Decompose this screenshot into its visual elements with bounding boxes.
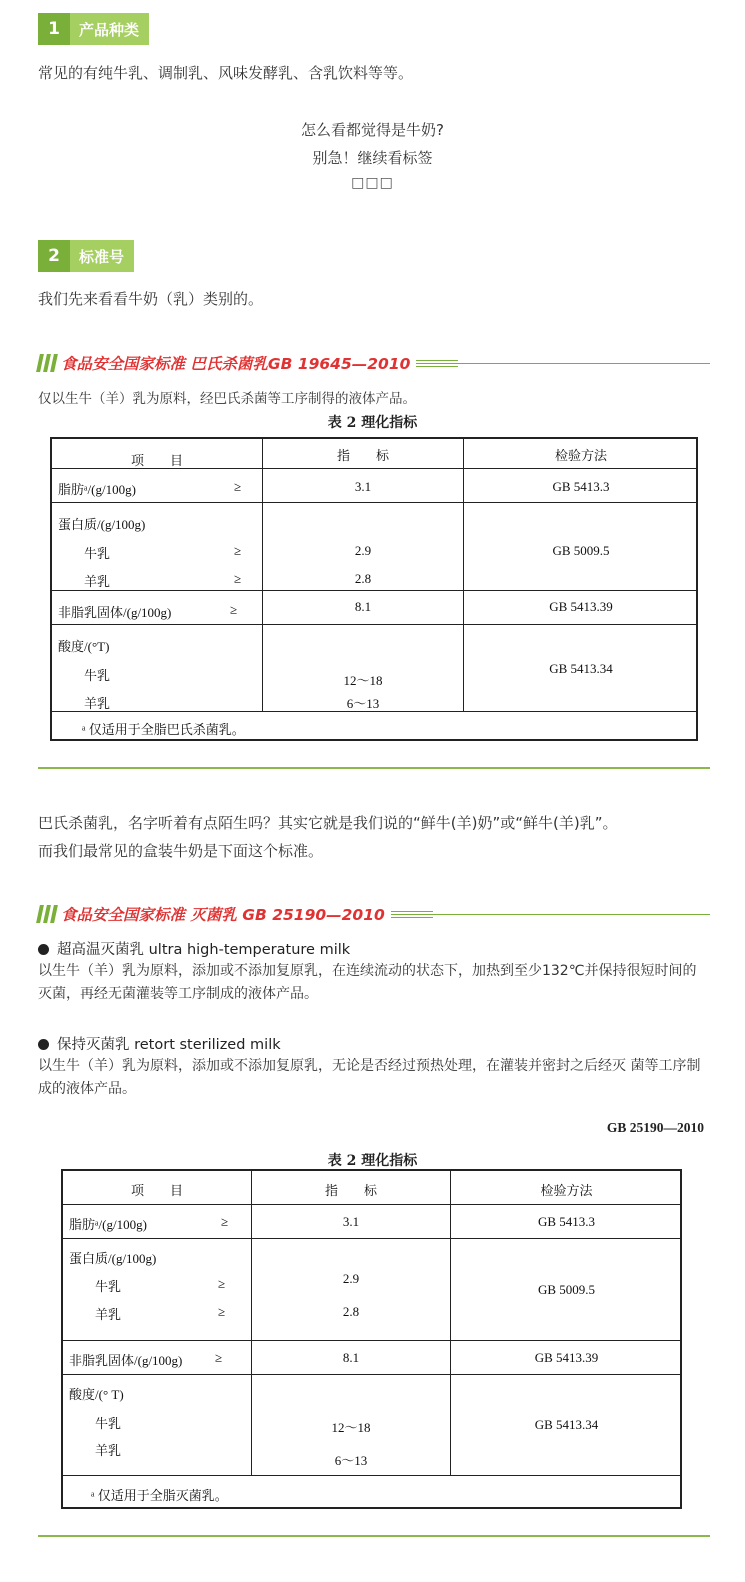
uht-heading bbox=[38, 938, 350, 959]
protein-goat-label: 羊乳 bbox=[95, 1307, 122, 1322]
row-acid-label: 酸度/(°T) bbox=[58, 639, 110, 654]
pasteurized-definition: 仅以生牛（羊）乳为原料，经巴氏杀菌等工序制得的液体产品。 bbox=[38, 391, 416, 407]
table1-caption: 表 2 理化指标 bbox=[327, 415, 418, 431]
fat-value: 3.1 bbox=[342, 1214, 360, 1229]
row-protein-label: 蛋白质/(g/100g) bbox=[69, 1251, 157, 1266]
section-label: 标准号 bbox=[70, 240, 134, 272]
acid-method: GB 5413.34 bbox=[549, 661, 613, 676]
fat-method: GB 5413.3 bbox=[537, 1214, 596, 1229]
standard-title-sterilized bbox=[38, 904, 710, 924]
bullet-icon bbox=[38, 1039, 49, 1050]
retort-description: 以生牛（羊）乳为原料，添加或不添加复原乳，无论是否经过预热处理，在灌装并密封之后经灭 菌等工序制成的液体产品。 bbox=[38, 1058, 701, 1097]
snf-value: 8.1 bbox=[354, 599, 372, 614]
placeholder-glyphs: □□□ bbox=[351, 175, 394, 191]
pasteurized-explain-line2: 而我们最常见的盒装牛奶是下面这个标准。 bbox=[38, 842, 324, 860]
acid-cow-value: 12～18 bbox=[331, 1420, 371, 1435]
acid-goat-value: 6～13 bbox=[346, 696, 380, 711]
acid-goat-value: 6～13 bbox=[334, 1453, 368, 1468]
retort-title: 保持灭菌乳 retort sterilized milk bbox=[57, 1037, 281, 1053]
protein-goat-label: 羊乳 bbox=[84, 574, 111, 589]
title-bars-icon bbox=[38, 354, 56, 372]
acid-cow-label: 牛乳 bbox=[84, 668, 111, 683]
table1-physicochemical bbox=[50, 437, 698, 741]
standard-title-text: 食品安全国家标准 灭菌乳 GB 25190—2010 bbox=[61, 906, 385, 924]
section-label: 产品种类 bbox=[70, 13, 149, 45]
uht-title: 超高温灭菌乳 ultra high-temperature milk bbox=[57, 942, 351, 958]
acid-goat-label: 羊乳 bbox=[84, 696, 111, 711]
protein-goat-value: 2.8 bbox=[354, 571, 372, 586]
ge-symbol: ≥ bbox=[218, 1276, 226, 1291]
row-fat-label: 脂肪ᵃ/(g/100g) bbox=[58, 482, 136, 497]
ge-symbol: ≥ bbox=[234, 479, 242, 494]
section-divider bbox=[38, 767, 710, 769]
row-fat-label: 脂肪ᵃ/(g/100g) bbox=[69, 1217, 147, 1232]
pasteurized-explain-line1: 巴氏杀菌乳，名字听着有点陌生吗？其实它就是我们说的“鲜牛(羊)奶”或“鲜牛(羊)乳”。 bbox=[38, 814, 618, 832]
protein-method: GB 5009.5 bbox=[552, 543, 610, 558]
header-index: 指 标 bbox=[336, 448, 389, 463]
section-number: 1 bbox=[38, 13, 70, 45]
protein-cow-label: 牛乳 bbox=[95, 1279, 122, 1294]
title-rule bbox=[391, 909, 710, 919]
row-snf-label: 非脂乳固体/(g/100g) bbox=[58, 605, 172, 620]
ge-symbol: ≥ bbox=[234, 543, 242, 558]
fat-method: GB 5413.3 bbox=[552, 479, 610, 494]
snf-method: GB 5413.39 bbox=[534, 1350, 599, 1365]
header-item: 项 目 bbox=[130, 1183, 183, 1198]
protein-goat-value: 2.8 bbox=[342, 1304, 360, 1319]
standard-intro-text: 我们先来看看牛奶（乳）类别的。 bbox=[38, 290, 264, 308]
standard-title-text: 食品安全国家标准 巴氏杀菌乳GB 19645—2010 bbox=[61, 355, 411, 373]
standard-title-pasteurized bbox=[38, 353, 710, 373]
ge-symbol: ≥ bbox=[218, 1304, 226, 1319]
bullet-icon bbox=[38, 944, 49, 955]
acid-cow-label: 牛乳 bbox=[95, 1416, 122, 1431]
header-method: 检验方法 bbox=[540, 1183, 593, 1198]
row-snf-label: 非脂乳固体/(g/100g) bbox=[69, 1353, 183, 1368]
standard-reference: GB 25190—2010 bbox=[606, 1120, 704, 1135]
protein-cow-value: 2.9 bbox=[354, 543, 372, 558]
header-method: 检验方法 bbox=[554, 448, 607, 463]
header-item: 项 目 bbox=[130, 453, 183, 468]
section-divider bbox=[38, 1535, 710, 1537]
ge-symbol: ≥ bbox=[234, 571, 242, 586]
protein-cow-value: 2.9 bbox=[342, 1271, 360, 1286]
retort-heading bbox=[38, 1033, 281, 1054]
title-bars-icon bbox=[38, 905, 56, 923]
fat-value: 3.1 bbox=[354, 479, 372, 494]
center-line-1: 怎么看都觉得是牛奶? bbox=[301, 121, 444, 139]
acid-goat-label: 羊乳 bbox=[95, 1443, 122, 1458]
ge-symbol: ≥ bbox=[230, 602, 238, 617]
ge-symbol: ≥ bbox=[215, 1350, 223, 1365]
table2-footnote: ᵃ 仅适用于全脂灭菌乳。 bbox=[91, 1488, 228, 1503]
snf-method: GB 5413.39 bbox=[549, 599, 613, 614]
ge-symbol: ≥ bbox=[221, 1214, 229, 1229]
acid-method: GB 5413.34 bbox=[534, 1417, 599, 1432]
uht-description: 以生牛（羊）乳为原料，添加或不添加复原乳，在连续流动的状态下，加热到至少132℃并保持很短时间的灭菌，再经无菌灌装等工序制成的液体产品。 bbox=[38, 963, 697, 1002]
section-number: 2 bbox=[38, 240, 70, 272]
section-header-1 bbox=[38, 13, 149, 45]
protein-method: GB 5009.5 bbox=[537, 1282, 596, 1297]
center-line-2: 别急！继续看标签 bbox=[312, 149, 433, 167]
table2-caption: 表 2 理化指标 bbox=[327, 1153, 418, 1169]
section-header-2 bbox=[38, 240, 134, 272]
row-protein-label: 蛋白质/(g/100g) bbox=[58, 517, 146, 532]
table2-physicochemical bbox=[61, 1169, 682, 1509]
row-acid-label: 酸度/(° T) bbox=[69, 1387, 124, 1402]
title-rule bbox=[416, 358, 710, 368]
snf-value: 8.1 bbox=[342, 1350, 360, 1365]
header-index: 指 标 bbox=[324, 1183, 377, 1198]
product-types-text: 常见的有纯牛乳、调制乳、风味发酵乳、含乳饮料等等。 bbox=[38, 64, 414, 82]
acid-cow-value: 12～18 bbox=[343, 673, 383, 688]
protein-cow-label: 牛乳 bbox=[84, 546, 111, 561]
table1-footnote: ᵃ 仅适用于全脂巴氏杀菌乳。 bbox=[82, 722, 245, 737]
